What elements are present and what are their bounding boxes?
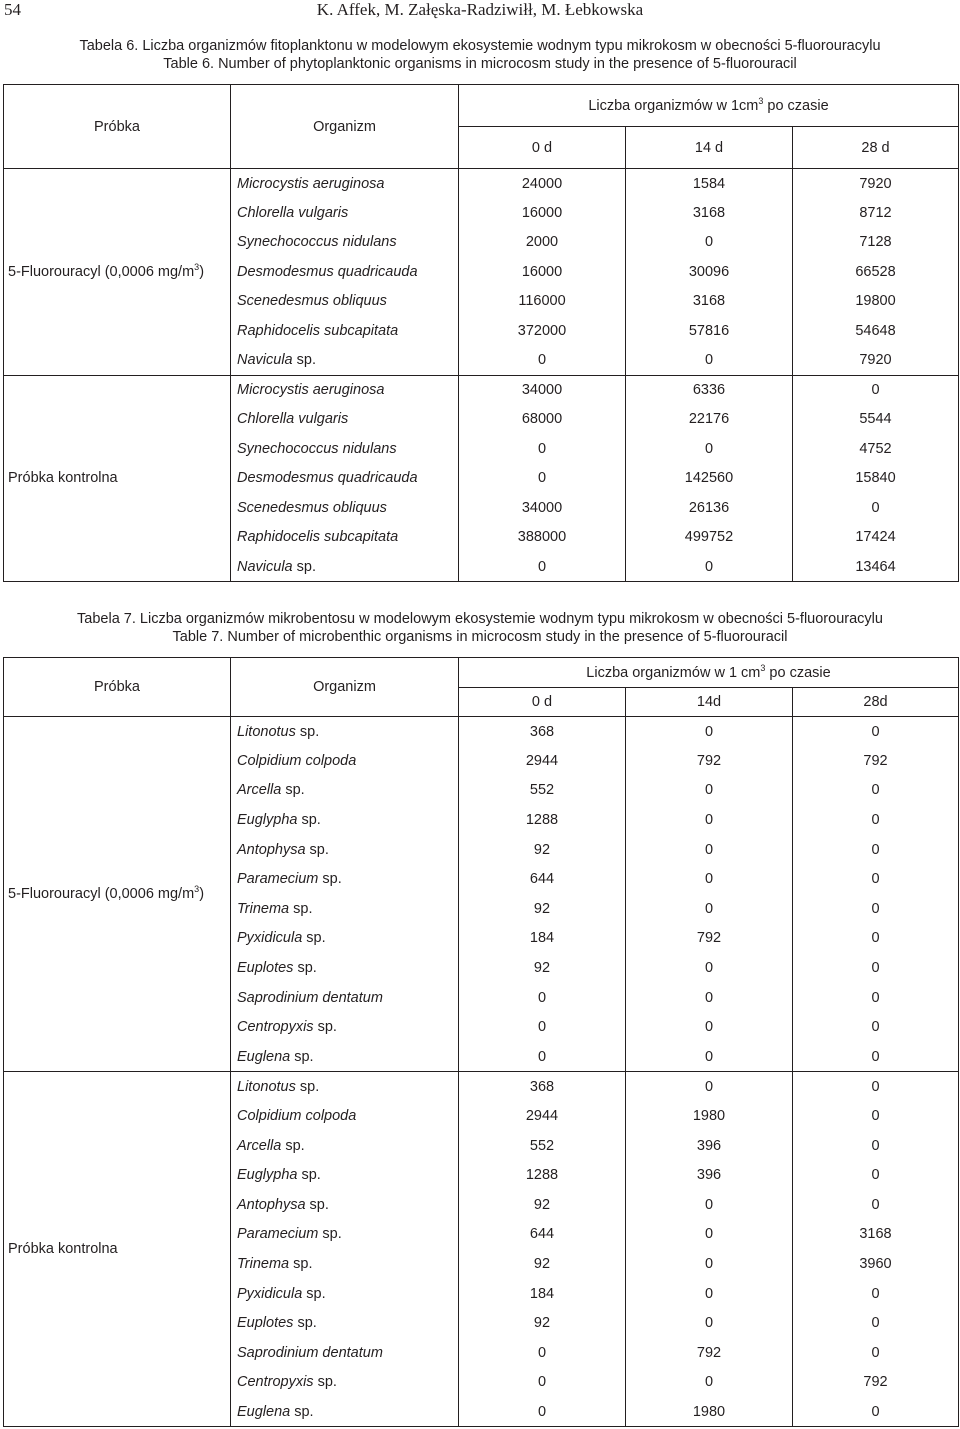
count-day-14: 0	[626, 983, 793, 1013]
organism-cell	[231, 1279, 459, 1309]
sample-group-label-sup: 3	[194, 261, 200, 272]
count-day-28: 7920	[793, 346, 959, 376]
organism-cell	[231, 1338, 459, 1368]
header-sample: Próbka	[4, 658, 231, 717]
table6-phytoplankton	[3, 84, 959, 582]
organism-name: Arcella	[237, 1137, 282, 1154]
count-day-14: 6336	[626, 375, 793, 405]
organism-cell	[231, 1249, 459, 1279]
organism-cell	[231, 953, 459, 983]
count-day-14: 26136	[626, 493, 793, 523]
count-day-0: 1288	[459, 1160, 626, 1190]
count-day-28: 0	[793, 1072, 959, 1102]
count-day-0: 16000	[459, 198, 626, 228]
count-day-14: 22176	[626, 405, 793, 435]
organism-name: Raphidocelis subcapitata	[237, 322, 399, 339]
table-row	[4, 169, 959, 199]
count-day-14: 0	[626, 346, 793, 376]
organism-suffix: sp.	[289, 900, 313, 917]
organism-name: Litonotus	[237, 723, 296, 740]
count-day-0: 0	[459, 1368, 626, 1398]
sample-group-label: Próbka kontrolna	[8, 470, 118, 487]
count-day-0: 34000	[459, 493, 626, 523]
count-day-28: 0	[793, 1042, 959, 1072]
count-day-28: 0	[793, 1279, 959, 1309]
organism-cell	[231, 776, 459, 806]
sample-group-cell	[4, 375, 231, 582]
organism-suffix: sp.	[318, 871, 342, 888]
sample-group-label: Próbka kontrolna	[8, 1241, 118, 1258]
organism-suffix: sp.	[297, 812, 321, 829]
organism-name: Scenedesmus obliquus	[237, 499, 387, 516]
organism-cell	[231, 198, 459, 228]
page-header	[0, 0, 960, 24]
table7-caption-pl: Tabela 7. Liczba organizmów mikrobentosu w modelowym ekosystemie wodnym typu mikrokosm w obecności 5-fluorouracylu	[77, 611, 883, 627]
organism-cell	[231, 1397, 459, 1427]
header-day-0: 0 d	[459, 127, 626, 169]
organism-cell	[231, 316, 459, 346]
table6-caption-pl: Tabela 6. Liczba organizmów fitoplanktonu w modelowym ekosystemie wodnym typu mikrokosm w obecności 5-fluorouracylu	[79, 38, 881, 54]
organism-name: Euglypha	[237, 812, 298, 829]
organism-cell	[231, 894, 459, 924]
count-day-14: 1584	[626, 169, 793, 199]
count-day-0: 0	[459, 983, 626, 1013]
count-day-28: 0	[793, 894, 959, 924]
count-day-28: 0	[793, 835, 959, 865]
count-day-0: 552	[459, 1131, 626, 1161]
count-day-28: 0	[793, 953, 959, 983]
count-day-28: 792	[793, 746, 959, 776]
count-day-0: 2944	[459, 1101, 626, 1131]
header-count-sup: 3	[760, 662, 766, 673]
count-day-14: 1980	[626, 1101, 793, 1131]
count-day-14: 0	[626, 1012, 793, 1042]
organism-suffix: sp.	[290, 1403, 314, 1420]
count-day-0: 368	[459, 1072, 626, 1102]
organism-name: Paramecium	[237, 1226, 319, 1243]
count-day-14: 792	[626, 924, 793, 954]
count-day-14: 0	[626, 805, 793, 835]
organism-name: Euplotes	[237, 1315, 294, 1332]
count-day-28: 0	[793, 864, 959, 894]
organism-name: Navicula	[237, 352, 293, 368]
table7-caption	[0, 610, 960, 646]
organism-name: Litonotus	[237, 1078, 296, 1095]
organism-suffix: sp.	[292, 352, 316, 368]
count-day-28: 4752	[793, 434, 959, 464]
organism-name: Desmodesmus quadricauda	[237, 263, 418, 280]
organism-name: Antophysa	[237, 841, 306, 858]
organism-name: Navicula	[237, 558, 293, 575]
count-day-14: 0	[626, 1220, 793, 1250]
organism-name: Euplotes	[237, 960, 294, 977]
count-day-14: 0	[626, 1249, 793, 1279]
count-day-14: 0	[626, 776, 793, 806]
count-day-0: 552	[459, 776, 626, 806]
organism-cell	[231, 405, 459, 435]
count-day-28: 0	[793, 375, 959, 405]
organism-suffix: sp.	[295, 723, 320, 740]
header-count-sup: 3	[758, 95, 764, 106]
sample-group-label: 5-Fluorouracyl (0,0006 mg/m	[8, 886, 195, 903]
count-day-14: 0	[626, 864, 793, 894]
count-day-0: 92	[459, 953, 626, 983]
header-day-28: 28 d	[793, 127, 959, 169]
count-day-28: 0	[793, 1308, 959, 1338]
organism-cell	[231, 434, 459, 464]
count-day-28: 0	[793, 805, 959, 835]
page-number: 54	[4, 0, 21, 19]
header-day-28: 28d	[793, 688, 959, 717]
count-day-14: 0	[626, 894, 793, 924]
organism-cell	[231, 228, 459, 258]
count-day-28: 0	[793, 1131, 959, 1161]
count-day-14: 0	[626, 1072, 793, 1102]
count-day-28: 15840	[793, 464, 959, 494]
organism-suffix: sp.	[297, 1167, 321, 1184]
count-day-0: 2944	[459, 746, 626, 776]
count-day-14: 0	[626, 953, 793, 983]
count-day-14: 0	[626, 717, 793, 747]
header-count-suffix: po czasie	[765, 664, 831, 681]
count-day-28: 0	[793, 493, 959, 523]
count-day-28: 19800	[793, 287, 959, 317]
count-day-28: 66528	[793, 257, 959, 287]
count-day-28: 0	[793, 1012, 959, 1042]
table-row	[4, 1072, 959, 1102]
organism-cell	[231, 552, 459, 582]
organism-suffix: sp.	[281, 1137, 305, 1154]
organism-name: Centropyxis	[237, 1019, 314, 1036]
organism-name: Euglena	[237, 1403, 291, 1420]
organism-suffix: sp.	[293, 1315, 317, 1332]
organism-cell	[231, 257, 459, 287]
count-day-14: 0	[626, 1368, 793, 1398]
count-day-28: 13464	[793, 552, 959, 582]
count-day-14: 396	[626, 1160, 793, 1190]
organism-name: Arcella	[237, 782, 282, 799]
organism-cell	[231, 1160, 459, 1190]
table-row	[4, 375, 959, 405]
organism-suffix: sp.	[293, 960, 317, 977]
organism-cell	[231, 835, 459, 865]
count-day-0: 0	[459, 552, 626, 582]
organism-name: Pyxidicula	[237, 930, 303, 947]
count-day-0: 0	[459, 464, 626, 494]
count-day-28: 0	[793, 924, 959, 954]
count-day-14: 0	[626, 552, 793, 582]
header-count-prefix: Liczba organizmów w 1cm	[588, 97, 759, 114]
count-day-28: 0	[793, 717, 959, 747]
organism-suffix: sp.	[295, 1078, 320, 1095]
count-day-28: 0	[793, 1160, 959, 1190]
count-day-14: 3168	[626, 198, 793, 228]
count-day-14: 142560	[626, 464, 793, 494]
sample-group-cell	[4, 169, 231, 376]
count-day-0: 368	[459, 717, 626, 747]
organism-suffix: sp.	[290, 1048, 314, 1065]
count-day-0: 92	[459, 1190, 626, 1220]
organism-cell	[231, 1042, 459, 1072]
count-day-28: 0	[793, 983, 959, 1013]
organism-cell	[231, 1190, 459, 1220]
organism-cell	[231, 864, 459, 894]
count-day-0: 0	[459, 1338, 626, 1368]
count-day-28: 792	[793, 1368, 959, 1398]
organism-cell	[231, 493, 459, 523]
organism-suffix: sp.	[289, 1255, 313, 1272]
header-day-14: 14d	[626, 688, 793, 717]
organism-suffix: sp.	[305, 841, 329, 858]
table7-caption-en: Table 7. Number of microbenthic organisms in microcosm study in the presence of 5-fluorouracil	[172, 629, 788, 645]
header-day-0: 0 d	[459, 688, 626, 717]
organism-name: Euglena	[237, 1048, 291, 1065]
count-day-0: 92	[459, 1249, 626, 1279]
organism-name: Paramecium	[237, 871, 319, 888]
count-day-0: 0	[459, 1012, 626, 1042]
count-day-0: 116000	[459, 287, 626, 317]
count-day-28: 3168	[793, 1220, 959, 1250]
count-day-14: 792	[626, 1338, 793, 1368]
table6-caption-en: Table 6. Number of phytoplanktonic organisms in microcosm study in the presence of 5-fluorouracil	[163, 56, 797, 72]
organism-cell	[231, 1101, 459, 1131]
organism-cell	[231, 1131, 459, 1161]
header-count	[459, 85, 959, 127]
count-day-0: 372000	[459, 316, 626, 346]
organism-suffix: sp.	[313, 1374, 337, 1391]
organism-cell	[231, 1072, 459, 1102]
header-organism: Organizm	[231, 85, 459, 169]
count-day-14: 1980	[626, 1397, 793, 1427]
count-day-0: 2000	[459, 228, 626, 258]
organism-name: Synechococcus nidulans	[237, 440, 397, 457]
count-day-28: 0	[793, 1190, 959, 1220]
organism-name: Centropyxis	[237, 1374, 314, 1391]
header-day-14: 14 d	[626, 127, 793, 169]
count-day-28: 8712	[793, 198, 959, 228]
running-head-authors: K. Affek, M. Załęska-Radziwiłł, M. Łebkowska	[316, 0, 644, 19]
count-day-0: 644	[459, 1220, 626, 1250]
sample-group-label-suffix: )	[199, 886, 205, 903]
organism-cell	[231, 287, 459, 317]
count-day-14: 0	[626, 1279, 793, 1309]
header-count	[459, 658, 959, 688]
count-day-0: 0	[459, 1042, 626, 1072]
organism-cell	[231, 717, 459, 747]
count-day-0: 34000	[459, 375, 626, 405]
organism-cell	[231, 983, 459, 1013]
count-day-28: 0	[793, 1397, 959, 1427]
count-day-0: 68000	[459, 405, 626, 435]
count-day-14: 0	[626, 434, 793, 464]
table-row	[4, 717, 959, 747]
organism-cell	[231, 924, 459, 954]
organism-suffix: sp.	[318, 1226, 342, 1243]
organism-cell	[231, 1220, 459, 1250]
sample-group-cell	[4, 717, 231, 1072]
header-sample: Próbka	[4, 85, 231, 169]
organism-name: Trinema	[237, 1255, 290, 1272]
count-day-28: 5544	[793, 405, 959, 435]
count-day-28: 7128	[793, 228, 959, 258]
organism-cell	[231, 1368, 459, 1398]
organism-name: Microcystis aeruginosa	[237, 382, 385, 398]
count-day-0: 92	[459, 894, 626, 924]
count-day-14: 0	[626, 228, 793, 258]
count-day-28: 3960	[793, 1249, 959, 1279]
organism-name: Saprodinium dentatum	[237, 989, 383, 1006]
organism-cell	[231, 346, 459, 376]
table7-microbenthos	[3, 657, 959, 1427]
organism-cell	[231, 523, 459, 553]
organism-cell	[231, 805, 459, 835]
count-day-14: 0	[626, 1042, 793, 1072]
count-day-14: 30096	[626, 257, 793, 287]
count-day-0: 0	[459, 434, 626, 464]
organism-cell	[231, 375, 459, 405]
count-day-0: 1288	[459, 805, 626, 835]
header-organism: Organizm	[231, 658, 459, 717]
count-day-28: 0	[793, 776, 959, 806]
organism-name: Desmodesmus quadricauda	[237, 470, 418, 487]
organism-name: Euglypha	[237, 1167, 298, 1184]
organism-cell	[231, 1012, 459, 1042]
count-day-14: 0	[626, 835, 793, 865]
count-day-14: 499752	[626, 523, 793, 553]
count-day-0: 0	[459, 346, 626, 376]
sample-group-label-sup: 3	[194, 884, 200, 895]
organism-name: Scenedesmus obliquus	[237, 293, 387, 310]
organism-name: Trinema	[237, 900, 290, 917]
count-day-0: 388000	[459, 523, 626, 553]
organism-cell	[231, 169, 459, 199]
organism-name: Antophysa	[237, 1196, 306, 1213]
count-day-28: 17424	[793, 523, 959, 553]
sample-group-label: 5-Fluorouracyl (0,0006 mg/m	[8, 263, 195, 280]
count-day-14: 57816	[626, 316, 793, 346]
organism-name: Raphidocelis subcapitata	[237, 529, 399, 546]
count-day-14: 0	[626, 1308, 793, 1338]
count-day-28: 7920	[793, 169, 959, 199]
table6-caption	[0, 37, 960, 73]
count-day-14: 792	[626, 746, 793, 776]
header-count-prefix: Liczba organizmów w 1 cm	[586, 664, 761, 681]
organism-name: Colpidium colpoda	[237, 752, 357, 769]
organism-cell	[231, 1308, 459, 1338]
count-day-0: 16000	[459, 257, 626, 287]
organism-suffix: sp.	[302, 930, 326, 947]
count-day-0: 184	[459, 1279, 626, 1309]
organism-name: Saprodinium dentatum	[237, 1344, 383, 1361]
organism-name: Microcystis aeruginosa	[237, 175, 385, 192]
count-day-0: 92	[459, 835, 626, 865]
count-day-0: 92	[459, 1308, 626, 1338]
count-day-14: 396	[626, 1131, 793, 1161]
header-count-suffix: po czasie	[763, 97, 829, 114]
organism-suffix: sp.	[302, 1285, 326, 1302]
count-day-0: 24000	[459, 169, 626, 199]
count-day-14: 3168	[626, 287, 793, 317]
organism-suffix: sp.	[281, 782, 305, 799]
count-day-0: 0	[459, 1397, 626, 1427]
organism-cell	[231, 746, 459, 776]
organism-name: Colpidium colpoda	[237, 1108, 357, 1125]
count-day-0: 184	[459, 924, 626, 954]
count-day-0: 644	[459, 864, 626, 894]
organism-name: Synechococcus nidulans	[237, 234, 397, 251]
organism-name: Chlorella vulgaris	[237, 411, 349, 428]
count-day-28: 0	[793, 1101, 959, 1131]
organism-suffix: sp.	[292, 558, 316, 575]
organism-name: Chlorella vulgaris	[237, 204, 349, 221]
organism-suffix: sp.	[305, 1196, 329, 1213]
sample-group-cell	[4, 1072, 231, 1427]
count-day-14: 0	[626, 1190, 793, 1220]
count-day-28: 54648	[793, 316, 959, 346]
organism-name: Pyxidicula	[237, 1285, 303, 1302]
organism-suffix: sp.	[313, 1019, 337, 1036]
sample-group-label-suffix: )	[199, 263, 205, 280]
count-day-28: 0	[793, 1338, 959, 1368]
organism-cell	[231, 464, 459, 494]
